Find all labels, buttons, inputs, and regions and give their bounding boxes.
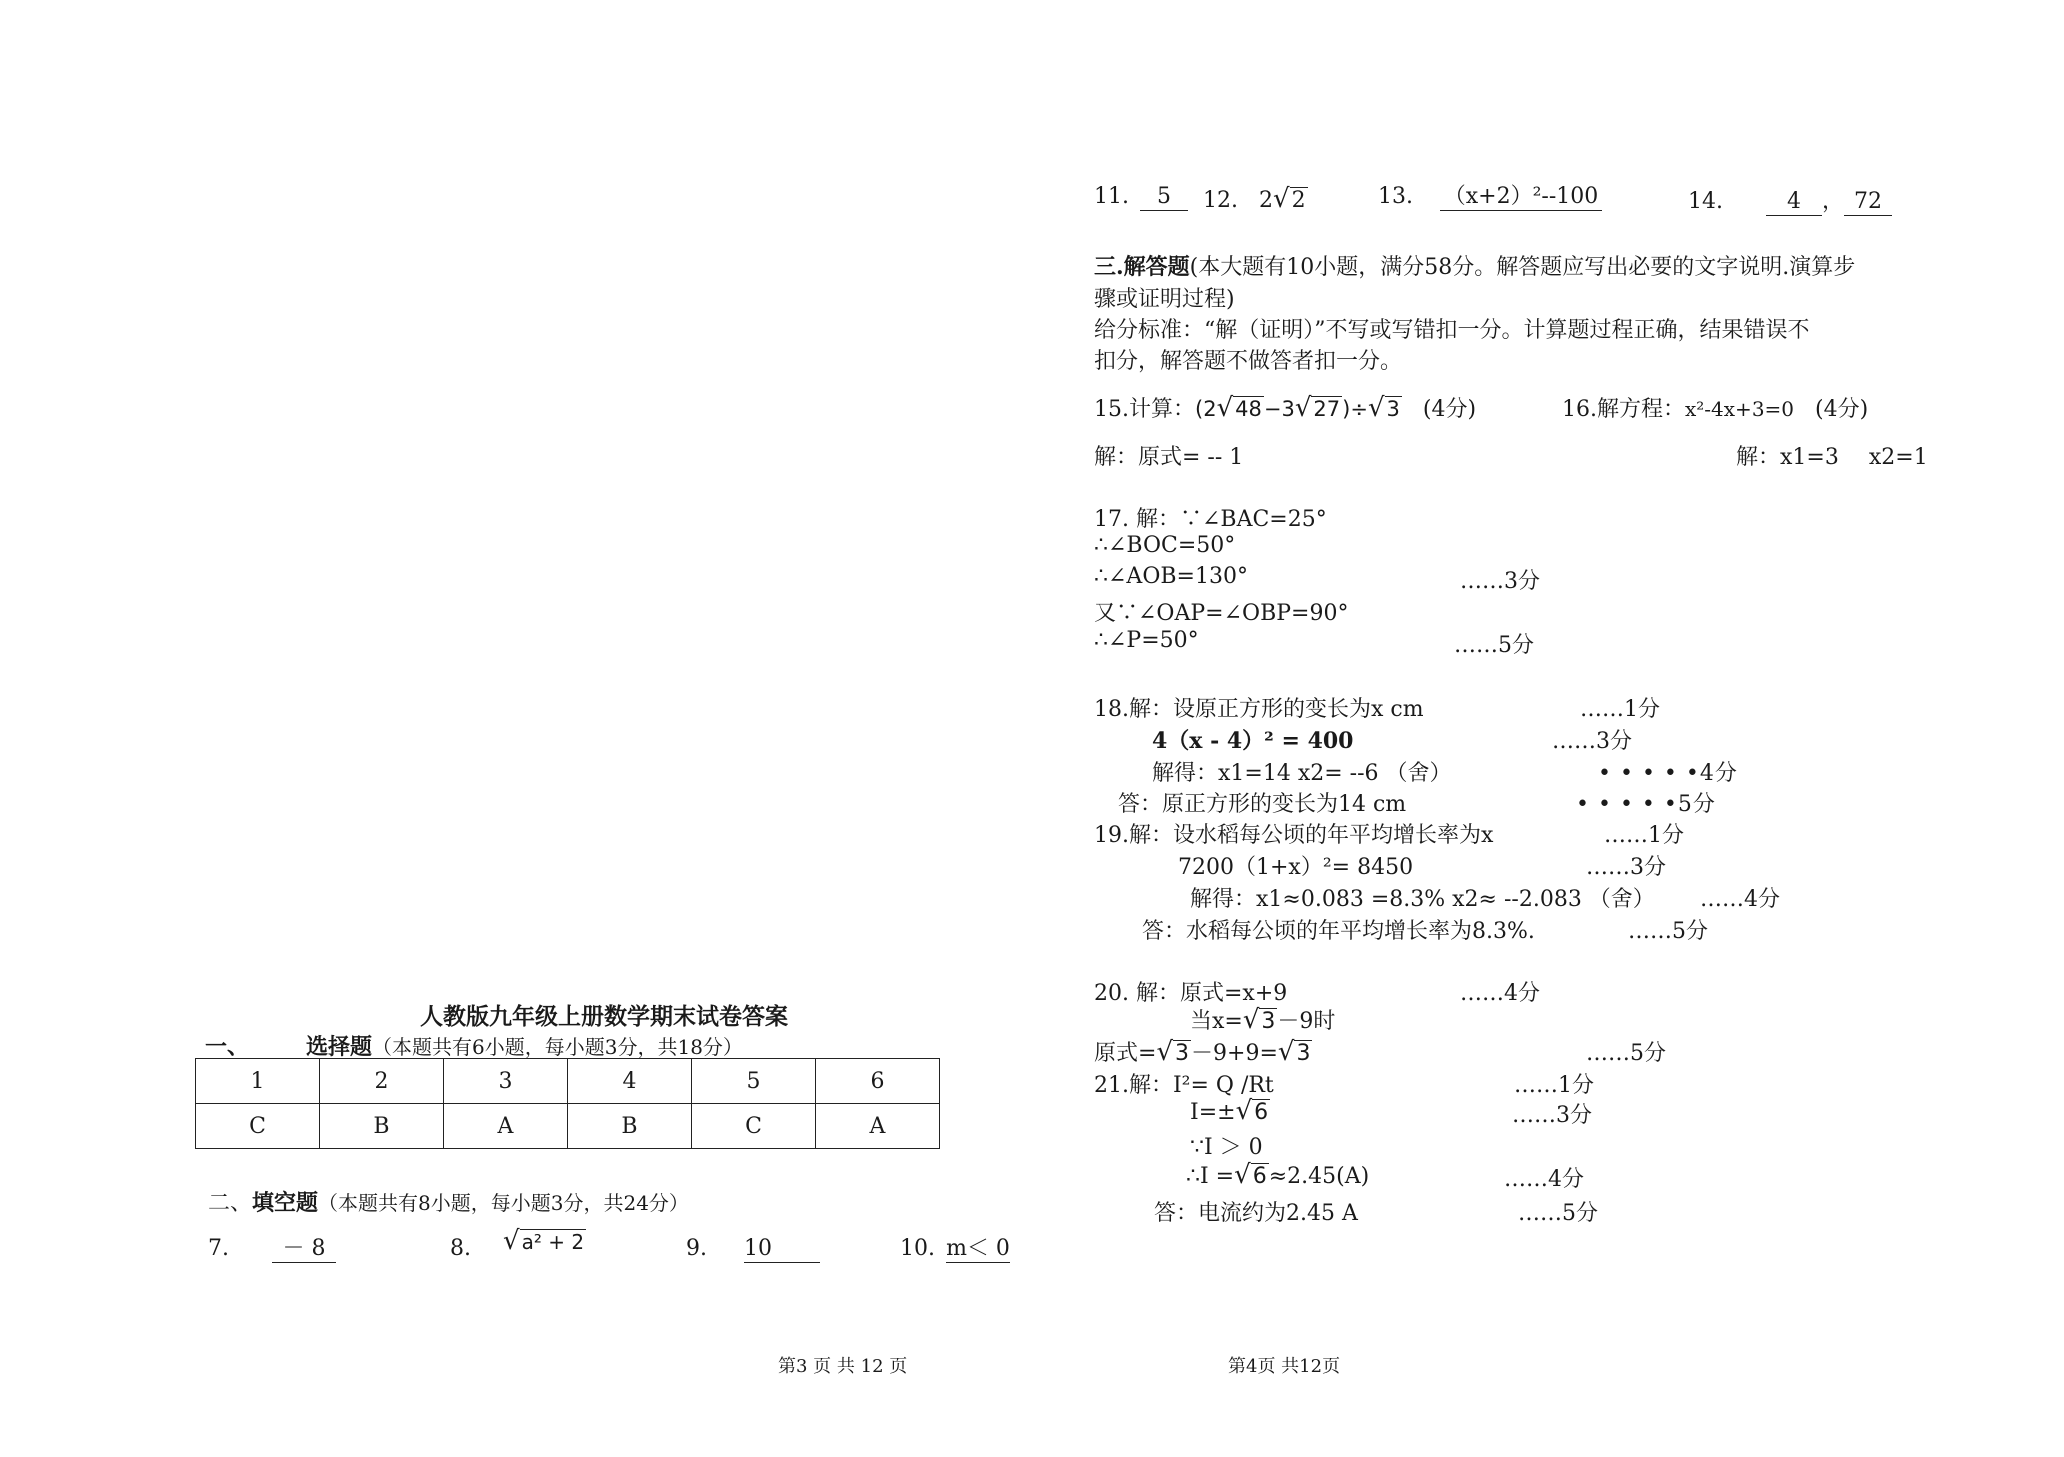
table-cell: B [568,1104,692,1149]
step-score: ……1分 [1580,697,1660,722]
radicand: 3 [1261,1009,1276,1034]
radicand: a² + 2 [521,1230,585,1254]
choice-answer-table [195,1058,940,1149]
step-score: ……5分 [1586,1041,1666,1066]
section-note: （本题共有8小题，每小题3分，共24分） [318,1191,689,1215]
table-row [196,1059,940,1104]
table-cell: 2 [320,1059,444,1104]
fill-answer: 4 [1766,189,1822,216]
step-score: ……3分 [1512,1103,1592,1128]
table-row [196,1104,940,1149]
section-name: 选择题 [306,1034,373,1060]
q17-line: ∴∠BOC=50° [1094,533,1236,558]
step-score: ……5分 [1628,919,1708,944]
fill-answer: － 8 [272,1236,336,1263]
q19-line: 19.解：设水稻每公顷的年平均增长率为x [1094,823,1494,848]
table-cell: 1 [196,1059,320,1104]
question-number: 8. [450,1236,471,1261]
fill-answer: 72 [1844,189,1892,216]
q21-line: 21.解：I²= Q /Rt [1094,1073,1274,1098]
step-score: ……5分 [1518,1201,1598,1226]
question-number: 11. [1094,184,1129,209]
table-cell: B [320,1104,444,1149]
fill-item-12 [1203,184,1308,214]
sqrt-expression: √2 [1273,184,1306,214]
fill-item-10 [900,1236,1010,1263]
fill-answer: 10 [744,1236,820,1263]
section-note: (本大题有10小题，满分58分。解答题应写出必要的文字说明.演算步 [1189,255,1856,280]
q17-line: 17. 解：∵∠BAC=25° [1094,507,1327,532]
table-cell: A [816,1104,940,1149]
section-number: 二、 [208,1191,253,1216]
fill-item-7 [208,1236,336,1263]
fill-item-8 [450,1236,471,1261]
step-score: ……3分 [1460,569,1540,594]
fill-answer [1259,184,1308,214]
step-score: ……4分 [1460,981,1540,1006]
question-label: 15.计算： [1094,397,1195,422]
table-cell: 6 [816,1059,940,1104]
expr-part: －9时 [1277,1009,1336,1034]
q19-line: 答：水稻每公顷的年平均增长率为8.3%. [1142,919,1535,944]
separator: ， [1822,189,1845,214]
equation: x²-4x+3=0 [1685,397,1795,421]
table-cell: 5 [692,1059,816,1104]
root-1: x1=3 [1780,445,1839,470]
fill-item-14 [1688,184,1892,216]
radicand: 6 [1254,1100,1269,1125]
q17-line: ∴∠P=50° [1094,628,1199,653]
table-cell: 3 [444,1059,568,1104]
fill-item-9 [686,1236,820,1263]
scoring-rule-line: 扣分，解答题不做答者扣一分。 [1094,349,1403,374]
expression: (2√48−3√27)÷√3 [1195,393,1400,423]
q20-line: 当x=√3－9时 [1190,1005,1336,1035]
section-name: 三.解答题 [1094,254,1190,280]
table-cell: A [444,1104,568,1149]
q21-line: 答：电流约为2.45 A [1154,1201,1358,1226]
q19-line: 解得：x1≈0.083 =8.3% x2≈ --2.083 （舍） [1190,887,1655,912]
q18-line: 解得：x1=14 x2= --6 （舍） [1152,761,1452,786]
section-answer-heading [1094,250,1855,281]
table-cell: C [692,1104,816,1149]
step-score: ……3分 [1586,855,1666,880]
question-label: 16.解方程： [1562,397,1685,422]
step-score: ……4分 [1700,887,1780,912]
q21-line: I=±√6 [1190,1096,1269,1126]
score: (4分) [1422,397,1477,422]
fill-answer-sqrt [503,1226,586,1256]
radicand: 6 [1252,1164,1267,1189]
q18-line: 18.解：设原正方形的变长为x cm [1094,697,1424,722]
q21-line: ∴I =√6≈2.45(A) [1186,1160,1370,1190]
q20-line: 20. 解：原式=x+9 [1094,981,1288,1006]
expr-part: 当x= [1190,1009,1243,1034]
fill-item-13 [1378,184,1602,211]
q17-line: ∴∠AOB=130° [1094,564,1248,589]
question-number: 7. [208,1236,229,1261]
question-number: 10. [900,1236,935,1261]
radicand: 3 [1296,1041,1311,1066]
step-score: ……1分 [1514,1073,1594,1098]
root-2: x2=1 [1868,445,1928,470]
fill-answer: （x+2）²--100 [1440,184,1602,211]
table-cell: 4 [568,1059,692,1104]
q18-line: 4（x - 4）² = 400 [1152,728,1354,754]
radicand: 2 [1291,188,1306,213]
q17-line: 又∵∠OAP=∠OBP=90° [1094,601,1349,626]
q15-solution: 解：原式= -- 1 [1094,445,1244,470]
section-note-cont: 骤或证明过程) [1094,287,1235,312]
sqrt-expression: √ a² + 2 [503,1226,585,1256]
step-score: • • • • •4分 [1598,761,1738,786]
section-name: 填空题 [252,1190,319,1216]
expr-part: ≈2.45(A) [1268,1164,1370,1189]
question-number: 12. [1203,188,1238,213]
q18-line: 答：原正方形的变长为14 cm [1118,792,1407,817]
step-score: • • • • •5分 [1576,792,1716,817]
q21-line: ∵I ＞ 0 [1190,1135,1263,1160]
section-note: （本题共有6小题，每小题3分，共18分） [372,1035,743,1059]
q16-solution [1736,440,1928,471]
radicand: 3 [1386,397,1400,421]
radicand: 3 [1175,1041,1190,1066]
expr-part: −3 [1263,397,1295,421]
question-number: 9. [686,1236,707,1261]
expr-part: )÷ [1342,397,1368,421]
expr-part: ∴I = [1186,1164,1235,1189]
expr-part: －9+9= [1191,1041,1278,1066]
step-score: ……5分 [1454,633,1534,658]
question-number: 14. [1688,189,1723,214]
radicand: 48 [1235,397,1262,421]
question-number: 13. [1378,184,1413,209]
question-16 [1562,392,1868,423]
score: (4分) [1815,397,1869,422]
fill-item-11 [1094,184,1188,211]
solution-prefix: 解： [1736,445,1781,470]
page-footer-left: 第3 页 共 12 页 [778,1356,908,1377]
expr-part: I=± [1190,1100,1236,1125]
coefficient: 2 [1259,188,1273,213]
step-score: ……3分 [1552,729,1632,754]
step-score: ……4分 [1504,1167,1584,1192]
question-15 [1094,392,1476,423]
page-title: 人教版九年级上册数学期末试卷答案 [420,1003,788,1030]
q20-line: 原式=√3－9+9=√3 [1094,1037,1311,1067]
radicand: 27 [1313,397,1341,421]
page-footer-right: 第4页 共12页 [1228,1356,1341,1377]
expr-part: 原式= [1094,1041,1157,1066]
scoring-rule-line: 给分标准：“解（证明）”不写或写错扣一分。计算题过程正确，结果错误不 [1094,318,1810,343]
q19-line: 7200（1+x）²= 8450 [1178,855,1414,880]
step-score: ……1分 [1604,823,1684,848]
table-cell: C [196,1104,320,1149]
expr-part: (2 [1195,397,1217,421]
fill-answer: m＜ 0 [946,1236,1010,1261]
section-choice-heading [205,1030,743,1061]
section-fill-heading [208,1186,689,1217]
fill-answer: 5 [1140,184,1188,211]
section-number: 一、 [205,1034,250,1060]
